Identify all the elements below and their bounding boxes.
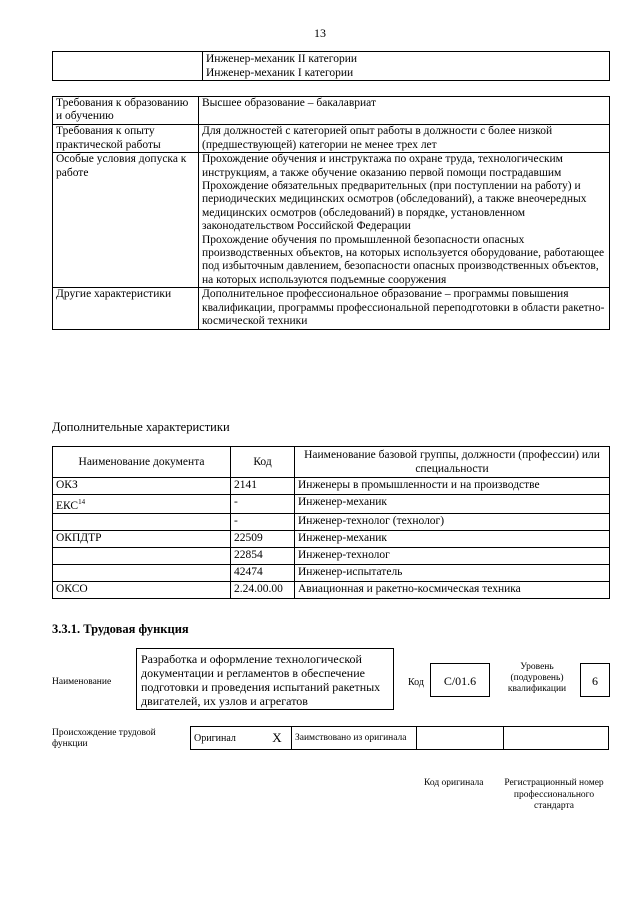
requirement-label: Требования к образованию и обучению	[53, 97, 199, 125]
header-name: Наименование базовой группы, должности (профессии) или специальности	[295, 447, 610, 478]
footnote-ref: 14	[78, 498, 86, 506]
function-code-label: Код	[408, 677, 424, 688]
name-cell: Авиационная и ракетно-космическая техника	[295, 581, 610, 598]
code-original-label: Код оригинала	[424, 778, 484, 788]
code-cell: 22854	[231, 547, 295, 564]
requirement-paragraph: Прохождение обучения по промышленной безопасности опасных производственных объектов, на которых используется оборудование, работающее под избыточным давлением, безопасности опасных производственных объектов, на которых используются подъемные сооружения	[202, 233, 605, 286]
code-cell: 2.24.00.00	[231, 581, 295, 598]
doc-cell: ОКСО	[53, 581, 231, 598]
code-cell: 22509	[231, 530, 295, 547]
requirement-value	[199, 153, 610, 288]
function-heading: 3.3.1. Трудовая функция	[52, 622, 189, 636]
requirement-label: Особые условия допуска к работе	[53, 153, 199, 288]
requirement-label: Требования к опыту практической работы	[53, 125, 199, 153]
header-doc: Наименование документа	[53, 447, 231, 478]
requirement-paragraph: Прохождение обучения и инструктажа по охране труда, технологическим инструкциям, а также обучение оказанию первой помощи пострадавшим	[202, 153, 563, 179]
table-header-row	[53, 447, 610, 478]
additional-table	[52, 446, 610, 599]
category-table	[52, 51, 610, 81]
code-cell: 2141	[231, 478, 295, 495]
requirement-value	[199, 125, 610, 153]
doc-cell	[53, 513, 231, 530]
name-cell: Инженер-технолог (технолог)	[295, 513, 610, 530]
header-code: Код	[231, 447, 295, 478]
requirement-paragraph: Для должностей с категорией опыт работы в должности с более низкой (предшествующей) категории не менее трех лет	[202, 125, 553, 151]
code-original-cell	[417, 727, 504, 750]
function-name-box: Разработка и оформление технологической документации и регламентов в обеспечение подготовки и проведения испытаний ракетных двигателей, их узлов и агрегатов	[136, 648, 394, 710]
page-number: 13	[314, 26, 326, 40]
table-row	[53, 288, 610, 329]
name-cell: Инженер-технолог	[295, 547, 610, 564]
name-cell: Инженер-механик	[295, 530, 610, 547]
function-name-label: Наименование	[52, 677, 112, 687]
requirement-value	[199, 97, 610, 125]
table-row	[53, 125, 610, 153]
reg-number-label: Регистрационный номер профессионального стандарта	[504, 778, 604, 811]
function-code-box: C/01.6	[430, 663, 490, 697]
doc-cell: ОКЗ	[53, 478, 231, 495]
code-cell: -	[231, 513, 295, 530]
name-cell: Инженер-механик	[295, 495, 610, 514]
reg-number-cell	[504, 727, 609, 750]
category-line: Инженер-механик I категории	[206, 67, 354, 79]
original-label: Оригинал	[191, 727, 264, 750]
doc-cell: ОКПДТР	[53, 530, 231, 547]
level-box: 6	[580, 663, 610, 697]
table-row	[53, 52, 610, 81]
borrowed-label: Заимствовано из оригинала	[292, 727, 417, 750]
table-row	[53, 547, 610, 564]
table-row	[53, 495, 610, 514]
table-row	[53, 581, 610, 598]
table-row	[191, 727, 609, 750]
table-row	[53, 530, 610, 547]
doc-cell	[53, 547, 231, 564]
code-cell: 42474	[231, 564, 295, 581]
table-row	[53, 513, 610, 530]
additional-heading: Дополнительные характеристики	[52, 420, 230, 434]
requirement-paragraph: Высшее образование – бакалавриат	[202, 97, 376, 109]
origin-label: Происхождение трудовой функции	[52, 728, 156, 749]
level-label: Уровень (подуровень) квалификации	[507, 662, 567, 694]
origin-table	[190, 726, 609, 750]
requirement-paragraph: Дополнительное профессиональное образование – программы повышения квалификации, программы профессиональной переподготовки в области ракетно-космической техники	[202, 288, 605, 328]
original-mark: X	[263, 727, 292, 750]
code-cell: -	[231, 495, 295, 514]
table-row	[53, 153, 610, 288]
doc-text: ЕКС	[56, 499, 79, 512]
category-line: Инженер-механик II категории	[206, 53, 358, 65]
doc-cell	[53, 495, 231, 514]
category-empty-cell	[53, 52, 203, 81]
category-cell	[203, 52, 610, 81]
table-row	[53, 478, 610, 495]
name-cell: Инженеры в промышленности и на производстве	[295, 478, 610, 495]
requirement-value	[199, 288, 610, 329]
requirements-table	[52, 96, 610, 330]
requirement-paragraph: Прохождение обязательных предварительных (при поступлении на работу) и периодических медицинских осмотров (обследований), а также внеочередных медицинских осмотров (обследований) в порядке, установленном законодательством Российской Федерации	[202, 180, 587, 233]
table-row	[53, 97, 610, 125]
doc-cell	[53, 564, 231, 581]
table-row	[53, 564, 610, 581]
name-cell: Инженер-испытатель	[295, 564, 610, 581]
requirement-label: Другие характеристики	[53, 288, 199, 329]
